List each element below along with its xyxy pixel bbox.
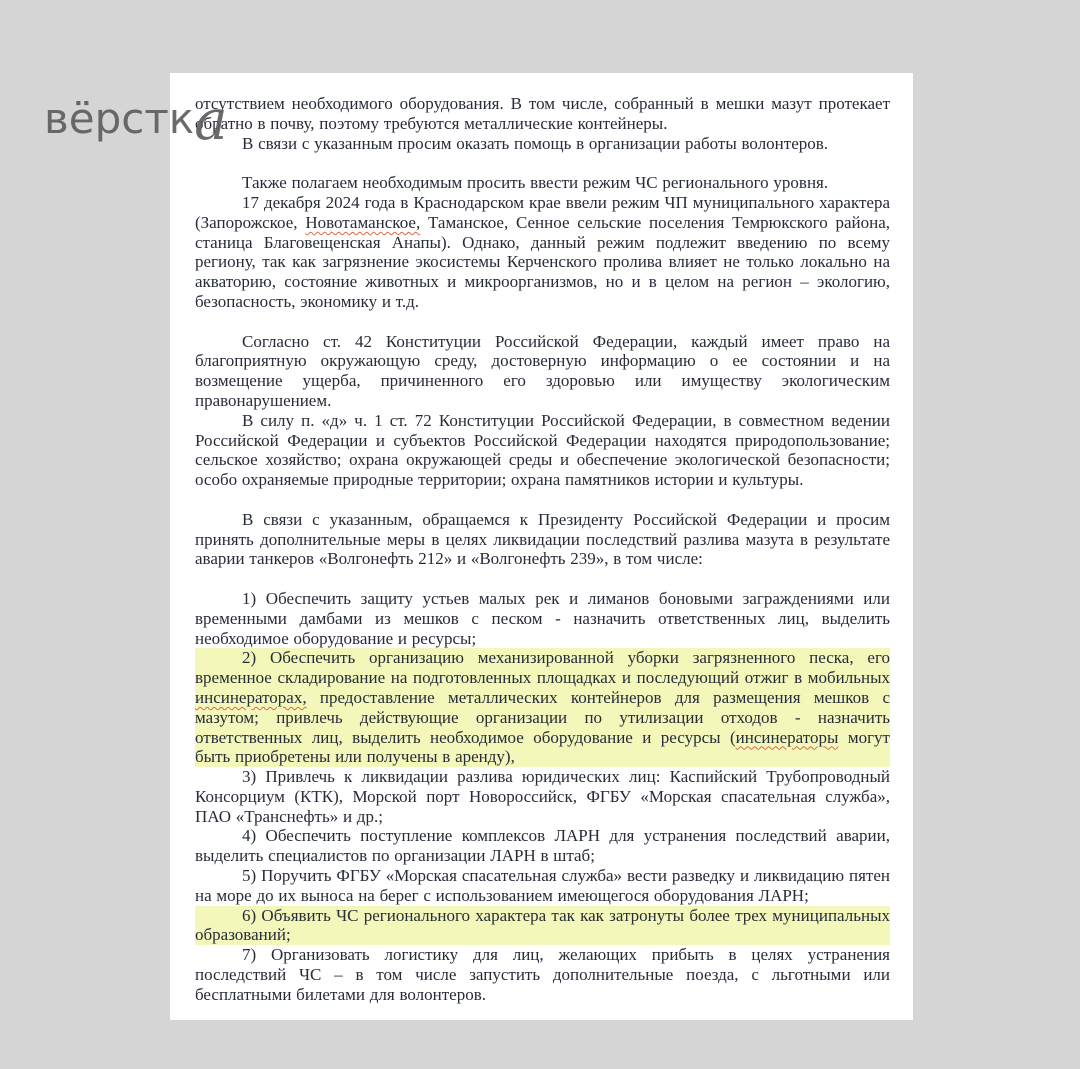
text-segment: 6) Объявить ЧС регионального характера так как затронуты более трех муниципальных образований; xyxy=(195,905,890,945)
watermark-text-tail: а xyxy=(194,88,226,153)
paragraph xyxy=(195,173,890,193)
text-segment: 17 декабря 2024 года в Краснодарском крае ввели режим ЧП муниципального характера (Запорожское, xyxy=(195,192,890,232)
text-segment: 3) Привлечь к ликвидации разлива юридических лиц: Каспийский Трубопроводный Консорциум (КТК), Морской порт Новороссийск, ФГБУ «Морская спасательная служба», ПАО «Транснефть» и др.; xyxy=(195,767,890,826)
paragraph xyxy=(195,767,890,826)
paragraph xyxy=(195,411,890,490)
text-segment: 1) Обеспечить защиту устьев малых рек и лиманов боновыми заграждениями или временными дамбами из мешков с песком - назначить ответственных лиц, выделить необходимое оборудование и ресурсы; xyxy=(195,588,890,648)
paragraph xyxy=(195,332,890,411)
misspelled-word: инсинераторах, xyxy=(195,687,307,707)
text-segment: 7) Организовать логистику для лиц, желающих прибыть в целях устранения последствий ЧС – в том числе запустить дополнительные поезда, с льготными или бесплатными билетами для волонтеров. xyxy=(195,945,890,1004)
text-segment: предоставление металлических контейнеров для размещения мешков с мазутом; привлечь действующие организации по утилизации отходов - назначить ответственных лиц, выделить необходимое оборудование и ресурсы ( xyxy=(195,687,890,747)
text-segment: Таманское, Сенное сельские поселения Темрюкского района, станица Благовещенская Анапы). Однако, данный режим подлежит введению по всему региону, так как загрязнение экосистемы Керченского пролива влияет не только локально на акваторию, состояние животных и микроорганизмов, но и в целом на регион – экологию, безопасность, экономику и т.д. xyxy=(195,212,890,311)
watermark-text: вёрстк xyxy=(44,94,195,143)
paragraph xyxy=(195,510,890,569)
text-segment: В связи с указанным просим оказать помощь в организации работы волонтеров. xyxy=(242,133,829,153)
text-segment: отсутствием необходимого оборудования. В том числе, собранный в мешки мазут протекает обратно в почву, поэтому требуются металлические контейнеры. xyxy=(195,94,890,133)
paragraph xyxy=(195,866,890,906)
text-segment: В связи с указанным, обращаемся к Президенту Российской Федерации и просим принять дополнительные меры в целях ликвидации последствий разлива мазута в результате аварии танкеров «Волгонефть 212» и «Волгонефть 239», в том числе: xyxy=(195,509,890,569)
verstka-watermark-logo xyxy=(44,88,226,153)
document-page xyxy=(170,73,913,1020)
text-segment: 2) Обеспечить организацию механизированной уборки загрязненного песка, его временное складирование на подготовленных площадках и последующий отжиг в мобильных xyxy=(195,648,890,688)
document-body xyxy=(195,94,890,1005)
text-segment: Согласно ст. 42 Конституции Российской Федерации, каждый имеет право на благоприятную окружающую среду, достоверную информацию о ее состоянии и на возмещение ущерба, причиненного его здоровью или имуществу экологическим правонарушением. xyxy=(195,331,890,410)
text-segment: Также полагаем необходимым просить ввести режим ЧС регионального уровня. xyxy=(242,173,829,193)
paragraph xyxy=(195,826,890,866)
paragraph xyxy=(195,589,890,648)
misspelled-word: Новотаманское, xyxy=(305,212,421,232)
text-segment: 5) Поручить ФГБУ «Морская спасательная служба» вести разведку и ликвидацию пятен на море до их выноса на берег с использованием имеющегося оборудования ЛАРН; xyxy=(195,866,890,905)
paragraph xyxy=(195,134,890,154)
text-segment: могут быть приобретены или получены в аренду), xyxy=(195,727,890,767)
paragraph-highlighted xyxy=(195,648,890,767)
paragraph xyxy=(195,94,890,134)
text-segment: 4) Обеспечить поступление комплексов ЛАРН для устранения последствий аварии, выделить специалистов по организации ЛАРН в штаб; xyxy=(195,826,890,866)
paragraph xyxy=(195,193,890,312)
text-segment: В силу п. «д» ч. 1 ст. 72 Конституции Российской Федерации, в совместном ведении Российской Федерации и субъектов Российской Федерации находятся природопользование; сельское хозяйство; охрана окружающей среды и обеспечение экологической безопасности; особо охраняемые природные территории; охрана памятников истории и культуры. xyxy=(195,410,890,490)
misspelled-word: инсинераторы xyxy=(735,727,839,747)
paragraph-highlighted xyxy=(195,906,890,946)
paragraph xyxy=(195,945,890,1004)
